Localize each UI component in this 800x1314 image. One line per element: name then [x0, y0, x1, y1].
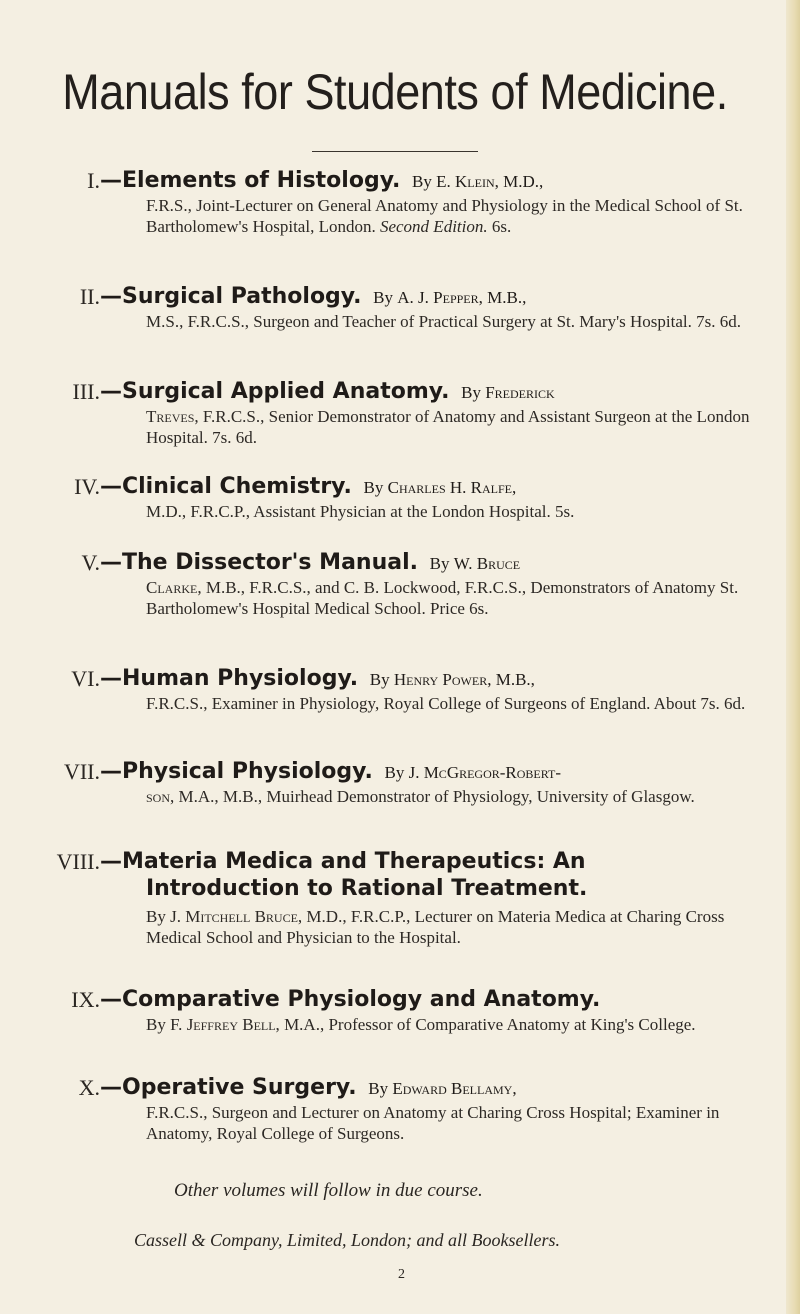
entry-title: —Clinical Chemistry. — [100, 474, 352, 499]
entry-numeral: IX. — [71, 987, 100, 1012]
closing-note: Other volumes will follow in due course. — [174, 1180, 483, 1201]
entry-author: Jeffrey Bell, — [186, 1015, 280, 1034]
page-number: 2 — [398, 1267, 405, 1282]
entry-title: —Human Physiology. — [100, 666, 359, 691]
entry-heading: —The Dissector's Manual. By W. Bruce — [100, 550, 521, 575]
entry-description: Clarke, M.B., F.R.C.S., and C. B. Lockwood, F.R.C.S., Demonstrators of Anatomy St. Bartholomew's Hospital Medical School. Price 6s. — [146, 578, 739, 618]
entry-numeral: VIII. — [56, 849, 100, 874]
entry-numeral: II. — [79, 284, 100, 309]
entry-author: Charles H. Ralfe, — [387, 478, 517, 497]
entry-heading: —Materia Medica and Therapeutics: An — [100, 849, 586, 874]
entry-description: son, M.A., M.B., Muirhead Demonstrator of Physiology, University of Glasgow. — [146, 787, 695, 806]
entry-heading: —Physical Physiology. By J. McGregor-Robert- — [100, 759, 562, 784]
entry-description: Treves, F.R.C.S., Senior Demonstrator of Anatomy and Assistant Surgeon at the London Hospital. 7s. 6d. — [146, 407, 750, 447]
entry-description: By F. Jeffrey Bell, M.A., Professor of Comparative Anatomy at King's College. — [146, 1015, 696, 1034]
entry-heading: —Clinical Chemistry. By Charles H. Ralfe, — [100, 474, 517, 499]
entry-author: Frederick — [485, 383, 555, 402]
entry-author: E. Klein, — [436, 172, 499, 191]
entry-author: Henry Power, — [393, 670, 492, 689]
entry-heading-continued: Introduction to Rational Treatment. — [146, 876, 588, 901]
entry-author: A. J. Pepper, — [397, 288, 483, 307]
entry-heading: —Surgical Pathology. By A. J. Pepper, M.B., — [100, 284, 527, 309]
entry-numeral: IV. — [74, 474, 100, 499]
entry-numeral: VII. — [63, 759, 100, 784]
entry-numeral: X. — [78, 1075, 100, 1100]
entry-description: F.R.S., Joint-Lecturer on General Anatomy and Physiology in the Medical School of St. Bartholomew's Hospital, London. Second Edition. 6s. — [146, 196, 743, 236]
entry-description: By J. Mitchell Bruce, M.D., F.R.C.P., Lecturer on Materia Medica at Charing Cross Medical School and Physician to the Hospital. — [146, 907, 725, 947]
entry-description: F.R.C.S., Surgeon and Lecturer on Anatomy at Charing Cross Hospital; Examiner in Anatomy, Royal College of Surgeons. — [146, 1103, 720, 1143]
entry-numeral: III. — [72, 379, 100, 404]
entry-author: J. McGregor-Robert- — [408, 763, 562, 782]
entry-title: —Elements of Histology. — [100, 168, 401, 193]
entry-description: M.D., F.R.C.P., Assistant Physician at the London Hospital. 5s. — [146, 502, 575, 521]
entry-heading: —Operative Surgery. By Edward Bellamy, — [100, 1075, 517, 1100]
entry-title: —Surgical Applied Anatomy. — [100, 379, 450, 404]
entry-author: Mitchell Bruce, — [185, 907, 303, 926]
page-edge — [786, 0, 800, 1314]
entry-numeral: VI. — [71, 666, 100, 691]
entry-title: —Operative Surgery. — [100, 1075, 357, 1100]
entry-description: M.S., F.R.C.S., Surgeon and Teacher of Practical Surgery at St. Mary's Hospital. 7s. 6d. — [146, 312, 741, 331]
page-title: Manuals for Students of Medicine. — [62, 64, 728, 120]
entry-title: —Surgical Pathology. — [100, 284, 362, 309]
publisher-imprint: Cassell & Company, Limited, London; and all Booksellers. — [134, 1230, 560, 1250]
entry-title: —Physical Physiology. — [100, 759, 373, 784]
entry-numeral: V. — [81, 550, 100, 575]
entry-title: —The Dissector's Manual. — [100, 550, 418, 575]
entry-heading: —Elements of Histology. By E. Klein, M.D., — [100, 168, 544, 193]
title-divider — [312, 151, 478, 152]
entry-author: Edward Bellamy, — [392, 1079, 517, 1098]
entry-author: W. Bruce — [453, 554, 521, 573]
entry-numeral: I. — [87, 168, 100, 193]
entry-heading: —Human Physiology. By Henry Power, M.B., — [100, 666, 535, 691]
entry-heading: —Comparative Physiology and Anatomy. — [100, 987, 601, 1012]
entry-description: F.R.C.S., Examiner in Physiology, Royal College of Surgeons of England. About 7s. 6d. — [146, 694, 746, 713]
entry-heading: —Surgical Applied Anatomy. By Frederick — [100, 379, 555, 404]
